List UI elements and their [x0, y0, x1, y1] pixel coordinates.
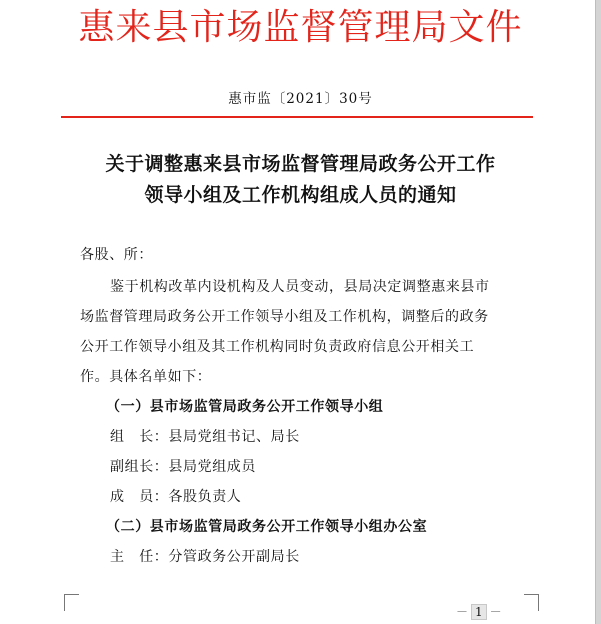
document-number: 惠市监〔2021〕30号 — [228, 91, 373, 107]
body-line-2: 场监督管理局政务公开工作领导小组及工作机构，调整后的政务 — [80, 309, 489, 325]
section-1-item: 组 长：县局党组书记、局长 — [110, 429, 300, 445]
page-number-dash-right: － — [489, 605, 502, 619]
page-number-footer — [456, 604, 502, 620]
page-number-dash-left: － — [456, 605, 469, 619]
body-line-3: 公开工作领导小组及其工作机构同时负责政府信息公开相关工 — [80, 339, 475, 355]
body-line-1: 鉴于机构改革内设机构及人员变动，县局决定调整惠来县市 — [110, 279, 490, 295]
page-corner-mark-left — [64, 594, 79, 611]
section-1-item: 成 员：各股负责人 — [110, 489, 242, 505]
document-title-line-2: 领导小组及工作机构组成人员的通知 — [144, 184, 457, 206]
document-header-title: 惠来县市场监督管理局文件 — [78, 7, 523, 48]
section-2-heading: （二）县市场监管局政务公开工作领导小组办公室 — [106, 519, 428, 535]
window-right-edge — [595, 0, 601, 624]
section-1-heading: （一）县市场监管局政务公开工作领导小组 — [106, 399, 384, 415]
document-title-line-1: 关于调整惠来县市场监督管理局政务公开工作 — [105, 153, 496, 175]
page-corner-mark-right — [524, 594, 539, 611]
page-number: 1 — [471, 604, 487, 620]
section-1-item: 副组长：县局党组成员 — [110, 459, 256, 475]
body-line-4: 作。具体名单如下： — [80, 369, 212, 385]
section-2-item: 主 任：分管政务公开副局长 — [110, 549, 300, 565]
header-red-rule — [61, 116, 533, 118]
salutation: 各股、所： — [80, 247, 153, 263]
